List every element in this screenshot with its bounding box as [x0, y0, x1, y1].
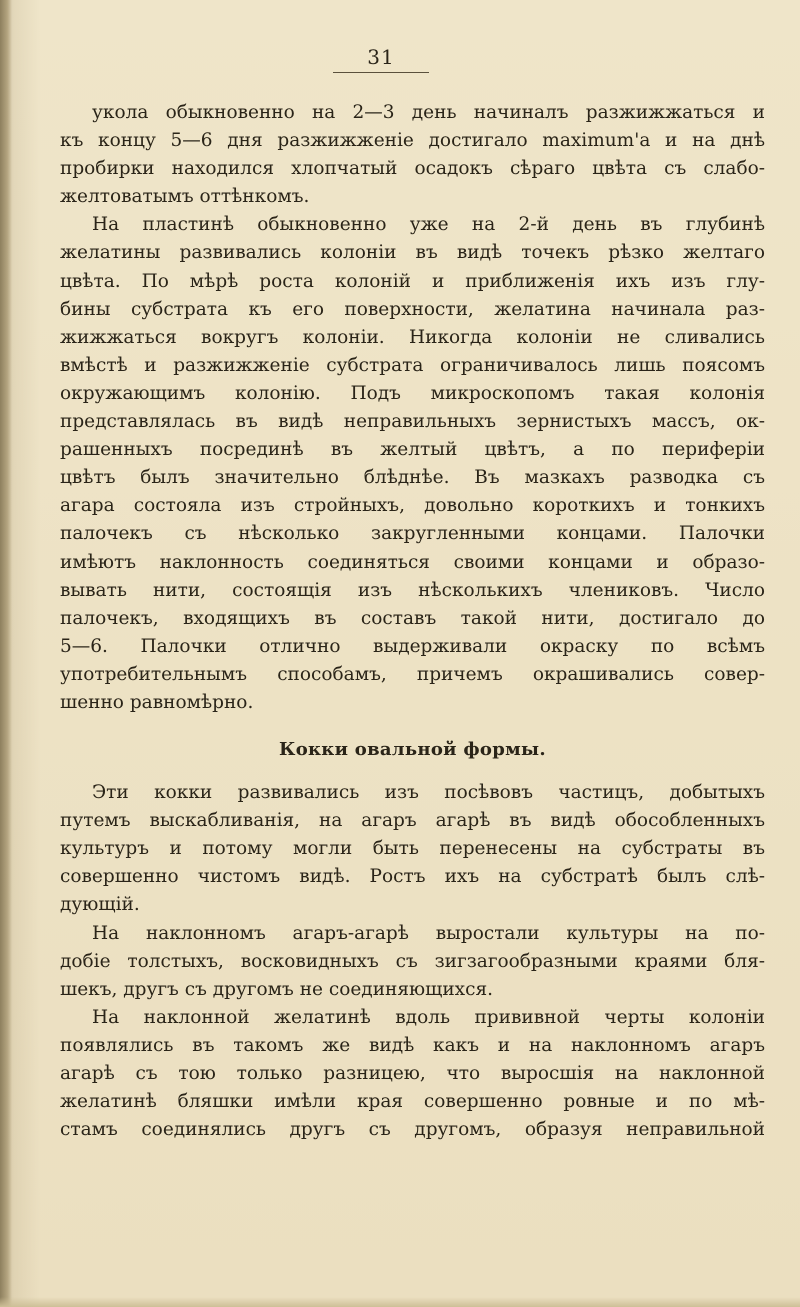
paragraph	[60, 779, 765, 919]
page-number-underline	[333, 72, 429, 73]
section-heading: Кокки овальной формы.	[279, 739, 546, 761]
paragraphs-top	[60, 99, 765, 717]
text-line: рашенныхъ посрединѣ въ желтый цвѣтъ, а по периферіи	[60, 439, 765, 461]
text-line: употребительнымъ способамъ, причемъ окрашивались совер-	[60, 663, 765, 685]
text-line: шекъ, другъ съ другомъ не соединяющихся.	[60, 978, 494, 1000]
text-line: На пластинѣ обыкновенно уже на 2-й день въ глубинѣ	[92, 214, 765, 236]
text-line: бины субстрата къ его поверхности, желатина начинала раз-	[60, 298, 765, 320]
text-line: 5—6. Палочки отлично выдерживали окраску по всѣмъ	[60, 635, 765, 657]
text-line: агара состояла изъ стройныхъ, довольно короткихъ и тонкихъ	[60, 495, 765, 517]
text-line: палочекъ съ нѣсколько закругленными концами. Палочки	[60, 523, 765, 545]
text-line: палочекъ, входящихъ въ составъ такой нити, достигало до	[60, 607, 765, 629]
paragraph	[60, 1004, 765, 1144]
text-line: агарѣ съ тою только разницею, что выросшія на наклонной	[60, 1063, 765, 1084]
text-line: желтоватымъ оттѣнкомъ.	[60, 186, 310, 208]
text-line: желатинѣ бляшки имѣли края совершенно ровные и по мѣ-	[60, 1091, 765, 1113]
text-line: шенно равномѣрно.	[60, 691, 254, 713]
text-line: жижжаться вокругъ колоніи. Никогда колоніи не сливались	[60, 326, 765, 348]
text-line: культуръ и потому могли быть перенесены на субстраты въ	[60, 838, 765, 860]
text-line: стамъ соединялись другъ съ другомъ, образуя неправильной	[60, 1119, 765, 1141]
text-line: вмѣстѣ и разжижженіе субстрата ограничивалось лишь поясомъ	[60, 354, 765, 376]
page-number: 31	[367, 45, 395, 69]
text-line: путемъ выскабливанія, на агаръ агарѣ въ видѣ обособленныхъ	[60, 810, 765, 832]
text-line: имѣютъ наклонность соединяться своими концами и образо-	[60, 551, 765, 573]
text-line: совершенно чистомъ видѣ. Ростъ ихъ на субстратѣ былъ слѣ-	[60, 866, 765, 888]
text-line: цвѣтъ былъ значительно блѣднѣе. Въ мазкахъ разводка съ	[60, 467, 765, 489]
paragraph	[60, 920, 765, 1004]
text-line: добіе толстыхъ, восковидныхъ съ зигзагообразными краями бля-	[60, 950, 765, 972]
paragraphs-bottom	[60, 779, 765, 1144]
text-line: На наклонномъ агаръ-агарѣ выростали культуры на по-	[92, 922, 765, 944]
text-line: пробирки находился хлопчатый осадокъ сѣраго цвѣта съ слабо-	[60, 158, 765, 180]
text-line: укола обыкновенно на 2—3 день начиналъ разжижжаться и	[92, 102, 765, 123]
text-line: дующій.	[60, 894, 140, 916]
text-line: На наклонной желатинѣ вдоль прививной черты колоніи	[92, 1006, 765, 1028]
page-bottom-edge	[0, 1297, 800, 1307]
text-line: вывать нити, состоящія изъ нѣсколькихъ члениковъ. Число	[60, 579, 765, 601]
text-line: появлялись въ такомъ же видѣ какъ и на наклонномъ агаръ	[60, 1034, 765, 1056]
book-spine-shadow	[0, 0, 12, 1307]
text-line: окружающимъ колонію. Подъ микроскопомъ такая колонія	[60, 382, 765, 404]
text-line: представлялась въ видѣ неправильныхъ зернистыхъ массъ, ок-	[60, 411, 765, 433]
paragraph	[60, 99, 765, 211]
paragraph	[60, 211, 765, 717]
text-line: къ концу 5—6 дня разжижженіе достигало maximum'a и на днѣ	[60, 130, 765, 152]
body-text	[60, 99, 765, 1144]
text-line: Эти кокки развивались изъ посѣвовъ частицъ, добытыхъ	[92, 782, 765, 804]
text-line: желатины развивались колоніи въ видѣ точекъ рѣзко желтаго	[60, 242, 765, 264]
text-line: цвѣта. По мѣрѣ роста колоній и приближенія ихъ изъ глу-	[60, 270, 765, 292]
